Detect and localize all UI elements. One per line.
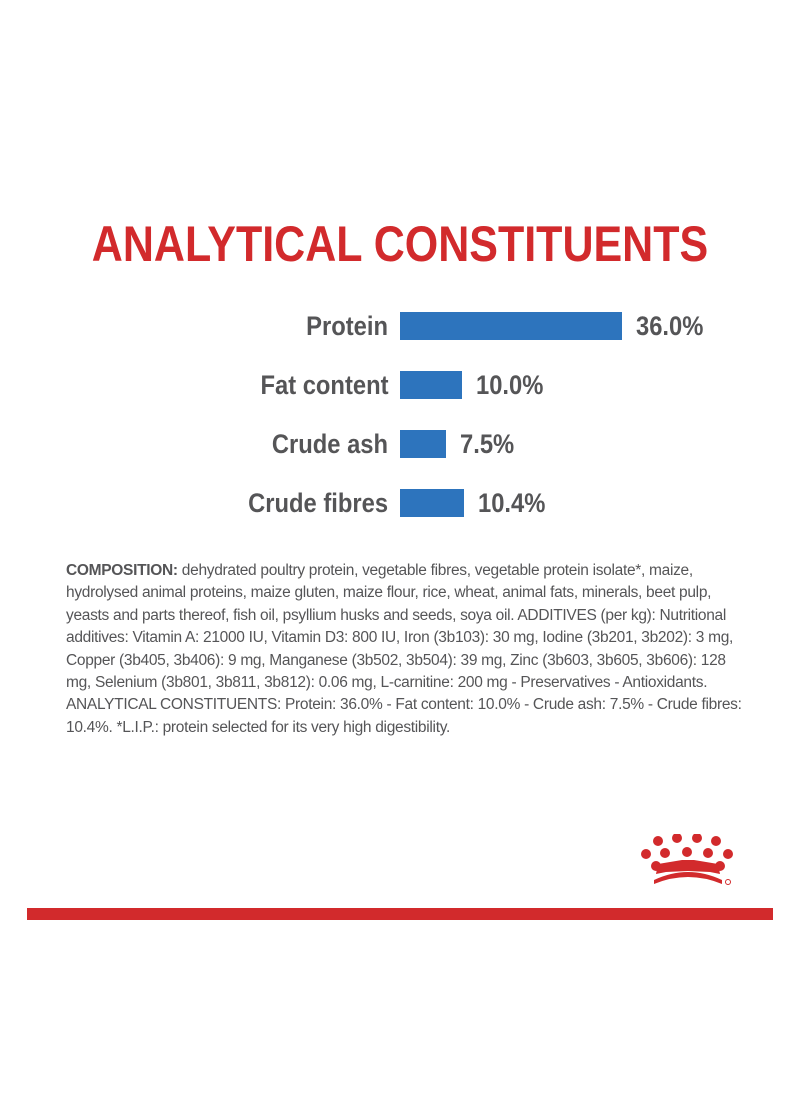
category-label: Crude ash xyxy=(271,429,388,459)
bar xyxy=(400,371,462,399)
footer-bar xyxy=(27,908,773,920)
bar xyxy=(400,430,446,458)
value-label: 10.0% xyxy=(476,370,544,400)
crown-logo-icon xyxy=(636,834,742,896)
composition-label: COMPOSITION: xyxy=(66,562,178,579)
bar xyxy=(400,312,622,340)
category-label: Fat content xyxy=(259,370,388,400)
value-label: 7.5% xyxy=(460,429,515,459)
chart-title: ANALYTICAL CONSTITUENTS xyxy=(91,216,709,272)
value-label: 10.4% xyxy=(478,488,546,518)
composition-body: dehydrated poultry protein, vegetable fibres, vegetable protein isolate*, maize, hydrolysed animal proteins, maize gluten, maize flour, rice, wheat, animal fats, minerals, beet pulp, yeasts and parts thereof, fish oil, psyllium husks and seeds, soya oil. ADDITIVES (per kg): Nutritional additives: Vitamin A: 21000 IU, Vitamin D3: 800 IU, Iron (3b103): 30 mg, Iodine (3b201, 3b202): 3 mg, Copper (3b405, 3b406): 9 mg, Manganese (3b502, 3b504): 39 mg, Zinc (3b603, 3b605, 3b606): 128 mg, Selenium (3b801, 3b811, 3b812): 0.06 mg, L-carnitine: 200 mg - Preservatives - Antioxidants. ANALYTICAL CONSTITUENTS: Protein: 36.0% - Fat content: 10.0% - Crude ash: 7.5% - Crude fibres: 10.4%. *L.I.P.: protein selected for its very high digestibility. xyxy=(66,562,742,736)
bar xyxy=(400,489,464,517)
value-label: 36.0% xyxy=(636,311,704,341)
composition-text xyxy=(66,560,746,739)
category-label: Crude fibres xyxy=(248,488,388,518)
category-label: Protein xyxy=(306,311,388,341)
